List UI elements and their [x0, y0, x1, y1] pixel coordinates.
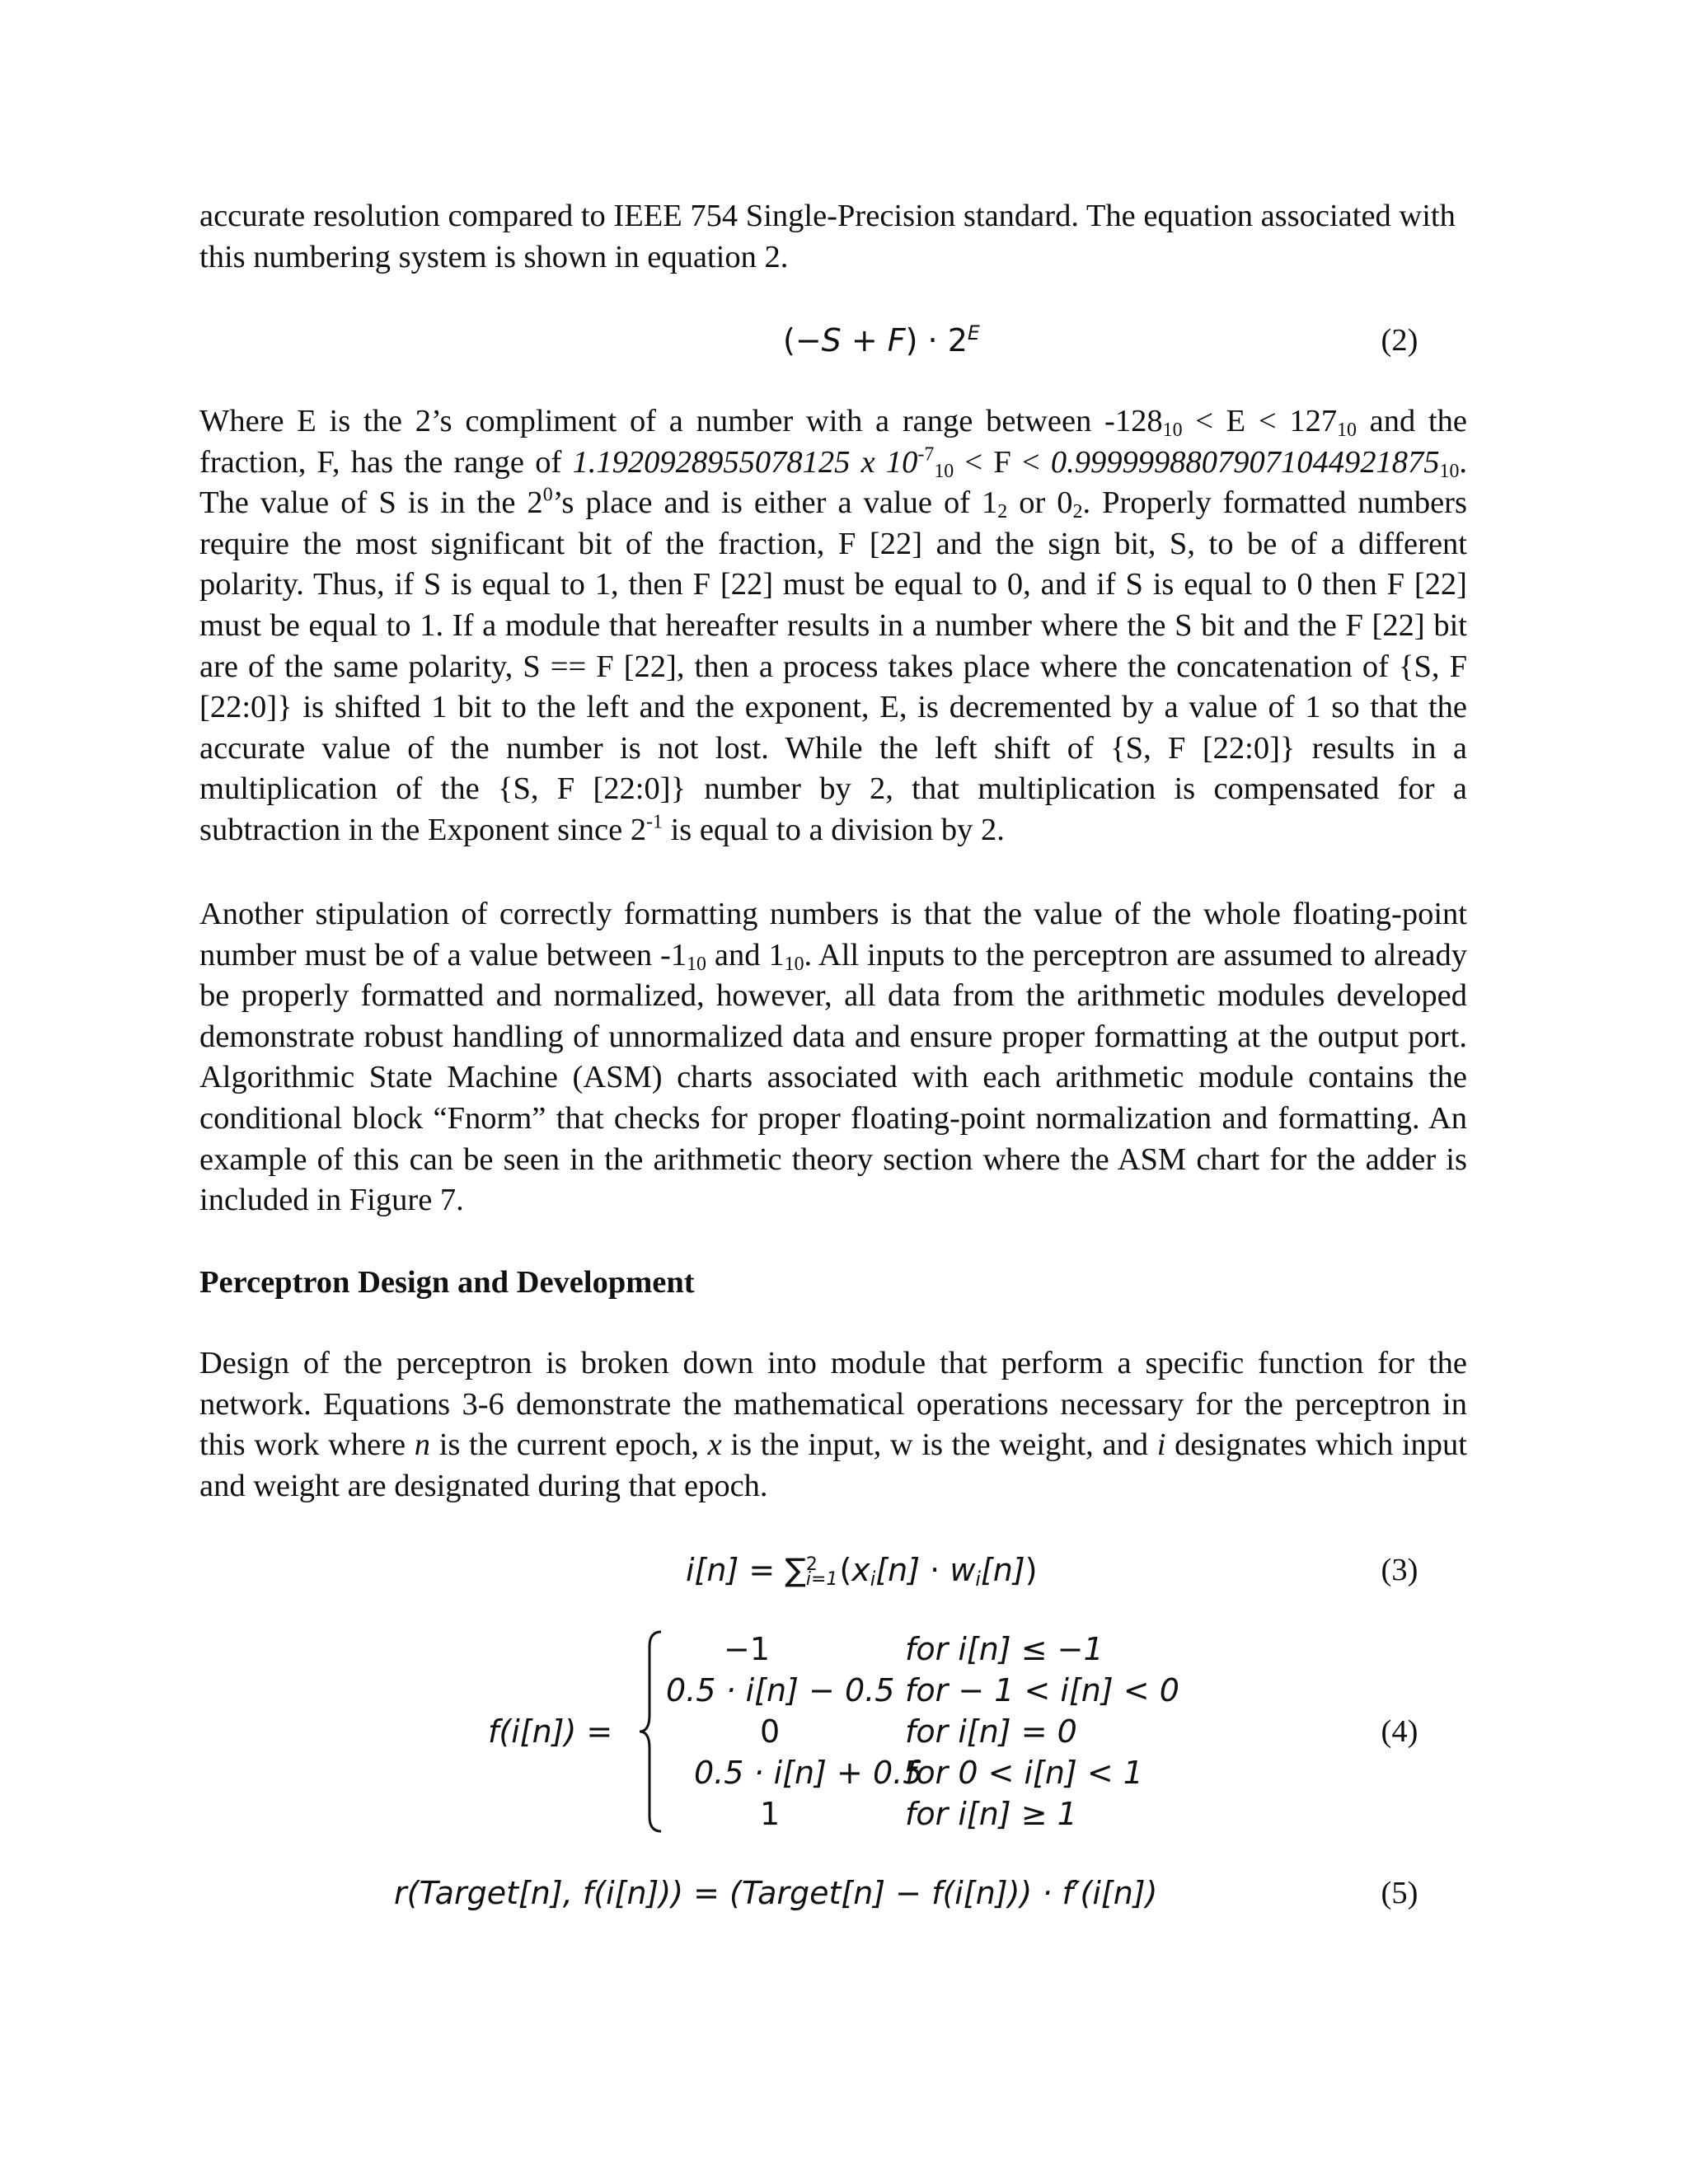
paragraph-intro-line1: accurate resolution compared to IEEE 754 Single-Precision standard. The equation associated with	[199, 199, 1456, 233]
piecewise-row: 0.5 · i[n] − 0.5	[666, 1672, 895, 1708]
equation-4-lhs: f(i[n]) =	[488, 1713, 613, 1750]
equation-3-number: (3)	[1381, 1553, 1418, 1587]
piecewise-row: 0.5 · i[n] + 0.5	[694, 1755, 923, 1791]
paragraph-perceptron: Design of the perceptron is broken down into module that perform a specific function for the network. Equations 3-6 demonstrate the mathematical operations necessary for the perceptron in this work where n is the current epoch, x is the input, w is the weight, and i designates which input and weight are designated during that epoch.	[199, 1346, 1467, 1503]
equation-2-number: (2)	[1381, 323, 1418, 358]
piecewise-row: 0	[760, 1713, 781, 1750]
paragraph-intro-line2: this numbering system is shown in equation 2.	[199, 239, 789, 274]
piecewise-cond: for i[n] ≤ −1	[905, 1631, 1104, 1667]
equation-5-number: (5)	[1381, 1876, 1418, 1910]
paragraph-normalization: Another stipulation of correctly formatting numbers is that the value of the whole floating-point number must be of a value between $-1_{10}$ and $1_{10}$. All inputs to the perceptron are assumed to already be properly formatted and normalized, however, all data from the arithmetic modules developed demonstrate robust handling of unnormalized data and ensure proper formatting at the output port. Algorithmic State Machine (ASM) charts associated with each arithmetic module contains the conditional block “Fnorm” that checks for proper floating-point normalization and formatting. An example of this can be seen in the arithmetic theory section where the ASM chart for the adder is included in Figure 7.	[199, 897, 1467, 1218]
piecewise-row: 1	[760, 1796, 781, 1832]
equation-2: $(-S + F) \cdot 2^E$	[783, 321, 980, 359]
paragraph-intro	[199, 196, 1467, 278]
paragraph-format: Where E is the 2’s compliment of a number with a range between $-128_{10} < E < 127_{10}$ and the fraction, F, has the range of 1.1920928955078125 x $10^{-7}_{10} < F < 0.99999988079071044921875_{10}$. The value of S is in the $2^0’s$ place and is either a value of $1_2$ or $0_2$. Properly formatted numbers require the most significant bit of the fraction, F [22] and the sign bit, S, to be of a different polarity. Thus, if S is equal to 1, then F [22] must be equal to 0, and if S is equal to 0 then F [22] must be equal to 1. If a module that hereafter results in a number where the S bit and the F [22] bit are of the same polarity, S == F [22], then a process takes place where the concatenation of {S, F [22:0]} is shifted 1 bit to the left and the exponent, E, is decremented by a value of 1 so that the accurate value of the number is not lost. While the left shift of {S, F [22:0]} results in a multiplication of the {S, F [22:0]} number by 2, that multiplication is compensated for a subtraction in the Exponent since $2^{-1}$ is equal to a division by 2.	[199, 404, 1468, 847]
piecewise-row: −1	[724, 1631, 771, 1667]
piecewise-brace	[636, 1629, 669, 1835]
equation-3: i[n] = ∑ 2 i=1 $(x_i[n] \cdot w_i[n])$	[686, 1552, 1038, 1591]
equation-5: r(Target[n], f(i[n])) = (Target[n] − f(i[n])) · f′(i[n])	[394, 1875, 1158, 1911]
piecewise-cond: for i[n] ≥ 1	[905, 1796, 1077, 1832]
equation-4-number: (4)	[1381, 1714, 1418, 1749]
piecewise-cond: for i[n] = 0	[905, 1713, 1077, 1750]
piecewise-cond: for 0 < i[n] < 1	[905, 1755, 1143, 1791]
piecewise-cond: for − 1 < i[n] < 0	[905, 1672, 1179, 1708]
section-heading: Perceptron Design and Development	[199, 1265, 695, 1300]
